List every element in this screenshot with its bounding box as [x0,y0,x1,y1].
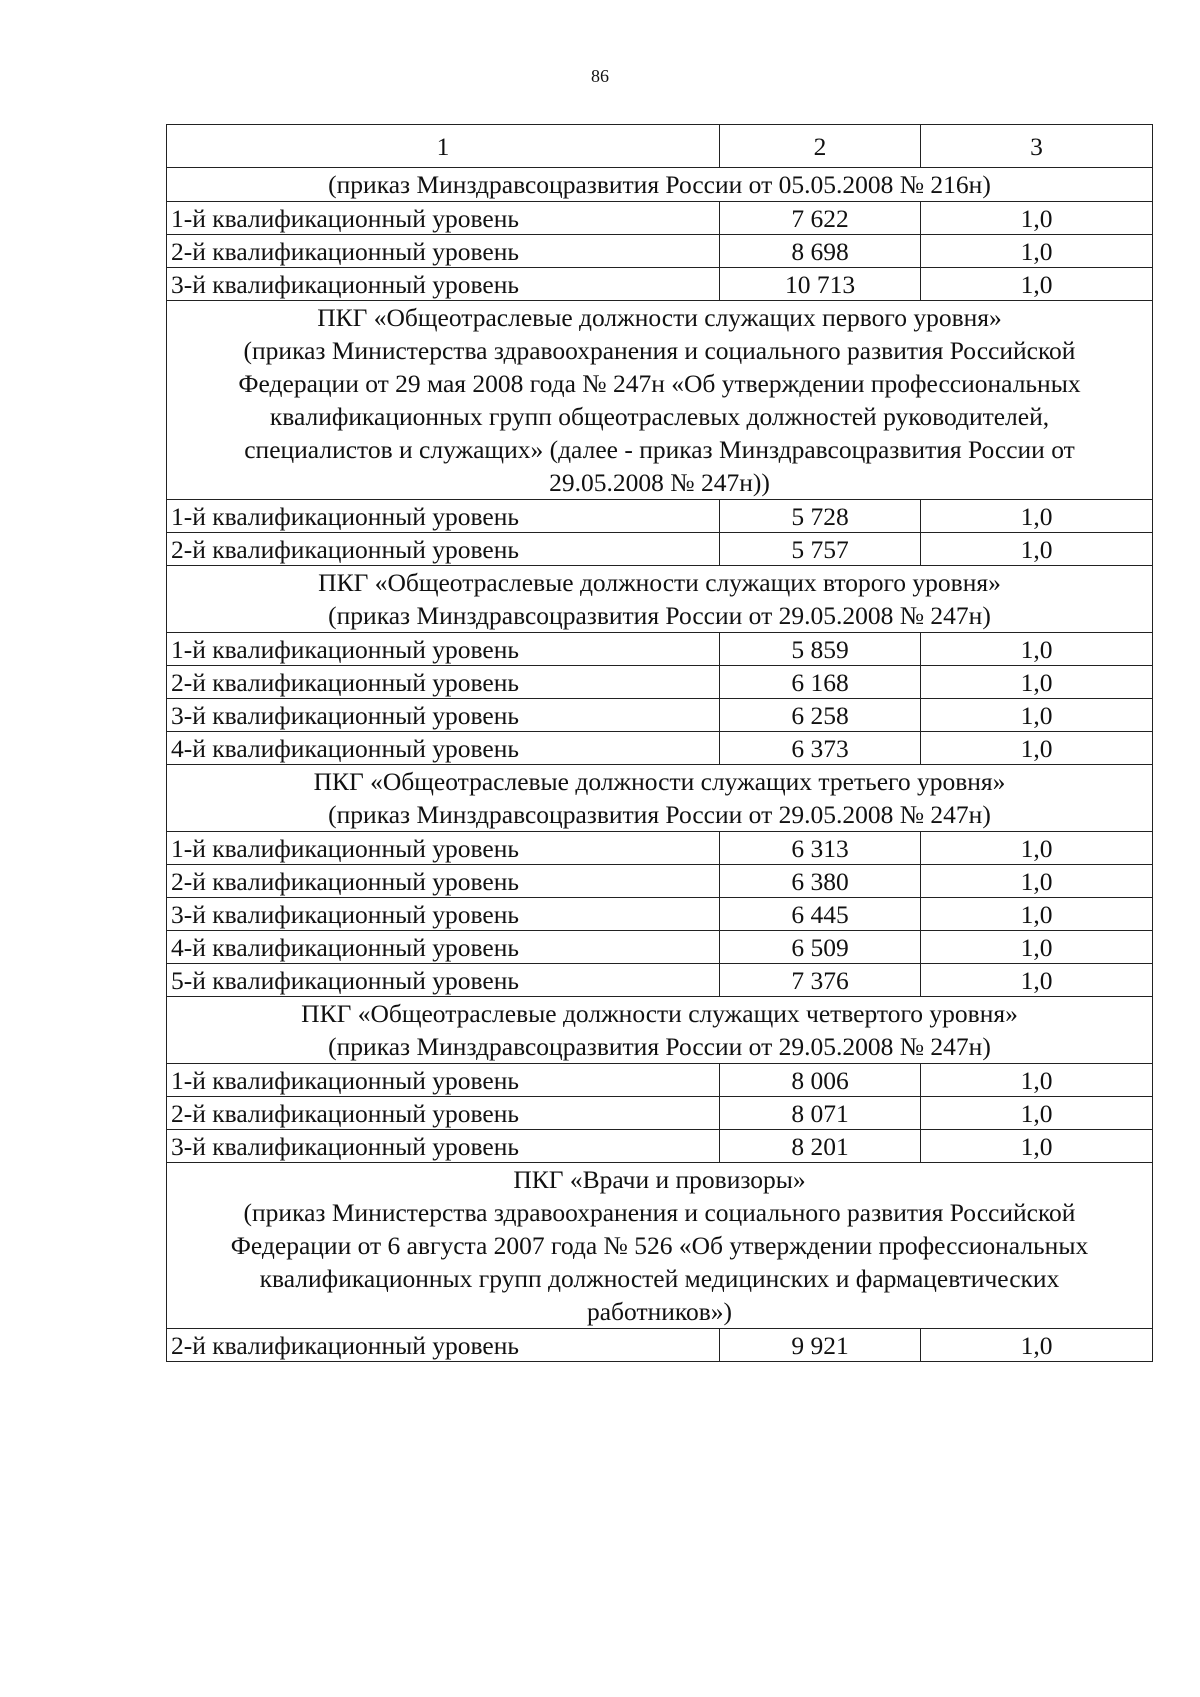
coefficient-cell: 1,0 [921,832,1153,865]
table-body [167,125,1153,1362]
table-row [167,1064,1153,1097]
section-header-line: (приказ Минздравсоцразвития России от 29.05.2008 № 247н) [328,601,991,630]
coefficient-cell: 1,0 [921,202,1153,235]
table-row [167,1130,1153,1163]
qualification-level-cell: 1-й квалификационный уровень [167,1064,720,1097]
salary-cell: 6 373 [720,732,921,765]
coefficient-cell: 1,0 [921,699,1153,732]
section-header-line: (приказ Минздравсоцразвития России от 29.05.2008 № 247н) [328,800,991,829]
table-row [167,666,1153,699]
qualification-level-cell: 4-й квалификационный уровень [167,732,720,765]
coefficient-cell: 1,0 [921,1064,1153,1097]
table-row [167,732,1153,765]
salary-cell: 6 445 [720,898,921,931]
table-row [167,898,1153,931]
qualification-level-cell: 5-й квалификационный уровень [167,964,720,997]
salary-cell: 8 698 [720,235,921,268]
section-header-row [167,765,1153,832]
salary-cell: 10 713 [720,268,921,301]
section-header-line: ПКГ «Общеотраслевые должности служащих первого уровня» [317,303,1002,332]
qualification-level-cell: 2-й квалификационный уровень [167,1097,720,1130]
section-header-row [167,566,1153,633]
section-header-line: ПКГ «Общеотраслевые должности служащих четвертого уровня» [301,999,1018,1028]
section-header-line: ПКГ «Общеотраслевые должности служащих второго уровня» [318,568,1001,597]
section-header-line: специалистов и служащих» (далее - приказ Минздравсоцразвития России от [244,435,1075,464]
salary-cell: 7 376 [720,964,921,997]
table-row [167,1329,1153,1362]
coefficient-cell: 1,0 [921,865,1153,898]
section-header-row [167,168,1153,202]
column-header-1: 1 [167,125,720,168]
table-row [167,633,1153,666]
salary-cell: 5 757 [720,533,921,566]
section-header-line: (приказ Министерства здравоохранения и социального развития Российской [243,1198,1076,1227]
table-row [167,931,1153,964]
salary-cell: 8 006 [720,1064,921,1097]
section-header-line: ПКГ «Общеотраслевые должности служащих третьего уровня» [313,767,1006,796]
salary-cell: 5 728 [720,500,921,533]
section-header-line: квалификационных групп должностей медицинских и фармацевтических [259,1264,1060,1293]
salary-cell: 6 313 [720,832,921,865]
coefficient-cell: 1,0 [921,931,1153,964]
table-row [167,500,1153,533]
section-header-line: Федерации от 29 мая 2008 года № 247н «Об утверждении профессиональных [238,369,1081,398]
qualification-level-cell: 3-й квалификационный уровень [167,699,720,732]
salary-cell: 8 071 [720,1097,921,1130]
salary-cell: 7 622 [720,202,921,235]
section-header-line: (приказ Министерства здравоохранения и социального развития Российской [243,336,1076,365]
table-row [167,964,1153,997]
qualification-level-cell: 1-й квалификационный уровень [167,500,720,533]
section-header-row [167,997,1153,1064]
coefficient-cell: 1,0 [921,1130,1153,1163]
section-header-cell [167,566,1153,633]
table-row [167,202,1153,235]
qualification-level-cell: 1-й квалификационный уровень [167,633,720,666]
qualification-level-cell: 4-й квалификационный уровень [167,931,720,964]
coefficient-cell: 1,0 [921,500,1153,533]
qualification-level-cell: 2-й квалификационный уровень [167,1329,720,1362]
coefficient-cell: 1,0 [921,268,1153,301]
column-header-2: 2 [720,125,921,168]
qualification-level-cell: 2-й квалификационный уровень [167,865,720,898]
salary-cell: 5 859 [720,633,921,666]
section-header-line: (приказ Минздравсоцразвития России от 05.05.2008 № 216н) [328,170,991,199]
salary-cell: 8 201 [720,1130,921,1163]
qualification-level-cell: 3-й квалификационный уровень [167,1130,720,1163]
coefficient-cell: 1,0 [921,898,1153,931]
qualification-level-cell: 1-й квалификационный уровень [167,202,720,235]
section-header-cell [167,1163,1153,1329]
section-header-cell [167,997,1153,1064]
salary-cell: 6 168 [720,666,921,699]
coefficient-cell: 1,0 [921,732,1153,765]
table-row [167,235,1153,268]
section-header-row [167,301,1153,500]
salary-cell: 6 509 [720,931,921,964]
section-header-line: квалификационных групп общеотраслевых должностей руководителей, [269,402,1050,431]
coefficient-cell: 1,0 [921,1097,1153,1130]
table-row [167,832,1153,865]
table-row [167,865,1153,898]
salary-cell: 6 380 [720,865,921,898]
table-row [167,1097,1153,1130]
section-header-cell [167,168,1153,202]
table-row [167,699,1153,732]
coefficient-cell: 1,0 [921,1329,1153,1362]
section-header-line: Федерации от 6 августа 2007 года № 526 «Об утверждении профессиональных [230,1231,1089,1260]
section-header-line: (приказ Минздравсоцразвития России от 29.05.2008 № 247н) [328,1032,991,1061]
section-header-row [167,1163,1153,1329]
qualification-level-cell: 1-й квалификационный уровень [167,832,720,865]
coefficient-cell: 1,0 [921,235,1153,268]
coefficient-cell: 1,0 [921,666,1153,699]
salary-table [166,124,1153,1362]
salary-cell: 6 258 [720,699,921,732]
salary-cell: 9 921 [720,1329,921,1362]
qualification-level-cell: 2-й квалификационный уровень [167,666,720,699]
column-header-3: 3 [921,125,1153,168]
coefficient-cell: 1,0 [921,633,1153,666]
table-header-row [167,125,1153,168]
page-number: 86 [591,66,609,86]
section-header-line: работников») [586,1297,733,1326]
qualification-level-cell: 2-й квалификационный уровень [167,533,720,566]
section-header-line: 29.05.2008 № 247н)) [549,468,770,497]
section-header-cell [167,301,1153,500]
table-row [167,268,1153,301]
section-header-cell [167,765,1153,832]
qualification-level-cell: 3-й квалификационный уровень [167,898,720,931]
coefficient-cell: 1,0 [921,533,1153,566]
table-row [167,533,1153,566]
qualification-level-cell: 2-й квалификационный уровень [167,235,720,268]
section-header-line: ПКГ «Врачи и провизоры» [513,1165,806,1194]
qualification-level-cell: 3-й квалификационный уровень [167,268,720,301]
coefficient-cell: 1,0 [921,964,1153,997]
